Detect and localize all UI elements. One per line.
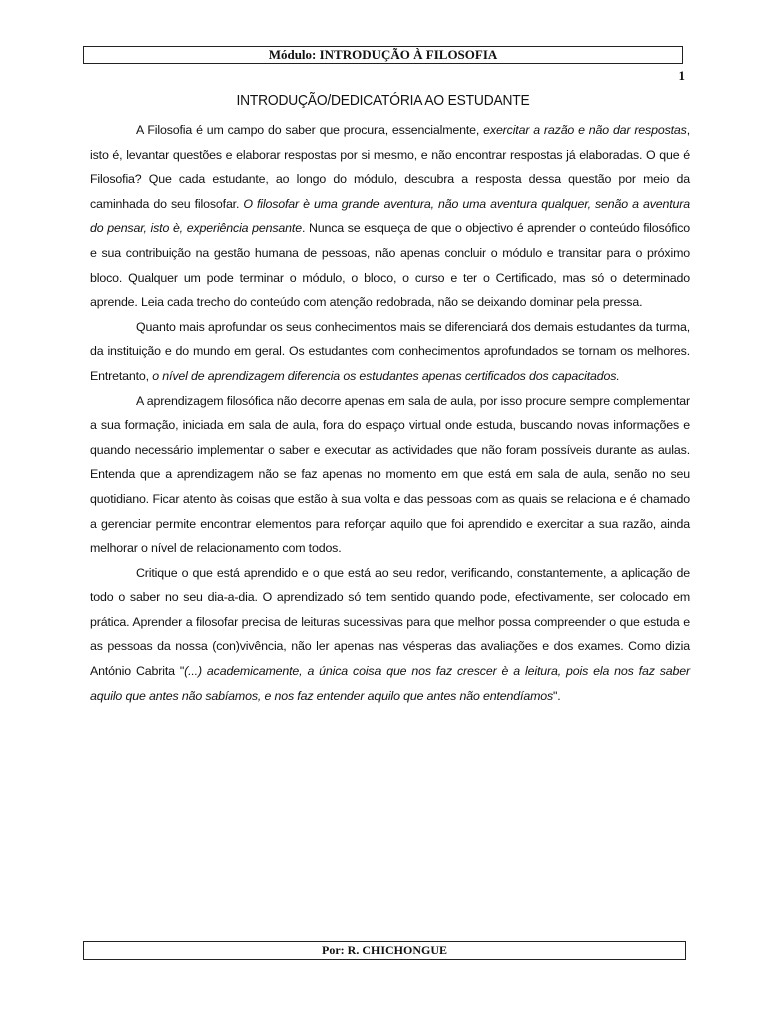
paragraph-3-text-a: A aprendizagem filosófica não decorre apenas em sala de aula, por isso procure sempre complementar a sua formação, iniciada em sala de aula, fora do espaço virtual onde estuda, buscando novas informações e quando necessário implementar o saber e executar as actividades que não foram possíveis durante as aulas. Entenda que a aprendizagem não se faz apenas no momento em que está em sala de aula, senão no seu quotidiano. Ficar atento às coisas que estão à sua volta e das pessoas com as quais se relaciona e é chamado a gerenciar permite encontrar elementos para reforçar aquilo que foi aprendido e exercitar a sua razão, ainda melhorar o nível de relacionamento com todos.: [90, 393, 690, 556]
page-number: 1: [678, 68, 685, 83]
paragraph-3: [90, 389, 690, 561]
paragraph-1-text-b: , isto é, levantar questões e elaborar respostas por si mesmo, e não encontrar respostas já elaboradas. O que é Filosofia? Que cada estudante, ao longo do módulo, descubra a resposta dessa questão por meio da caminhada do seu filosofar.: [90, 123, 690, 211]
paragraph-1: [90, 118, 690, 315]
paragraph-4-text-b: ".: [553, 688, 561, 703]
author-footer: Por: R. CHICHONGUE: [83, 941, 686, 960]
paragraph-2: [90, 315, 690, 389]
document-body: [90, 118, 690, 708]
paragraph-4-text-a: Critique o que está aprendido e o que está ao seu redor, verificando, constantemente, a aplicação de todo o saber no seu dia-a-dia. O aprendizado só tem sentido quando pode, efectivamente, ser colocado em prática. Aprender a filosofar precisa de leituras sucessivas para que melhor possa compreender o que estuda e as pessoas da nossa (con)vivência, não ler apenas nas vésperas das avaliações e dos exames. Como dizia António Cabrita ": [90, 565, 690, 679]
paragraph-1-emphasis-b: O filosofar è uma grande aventura, não uma aventura qualquer, senão a aventura do pensar, isto è, experiência pensante: [90, 196, 690, 236]
paragraph-1-text-c: . Nunca se esqueça de que o objectivo é aprender o conteúdo filosófico e sua contribuição na gestão humana de pessoas, não apenas concluir o módulo e transitar para o próximo bloco. Qualquer um pode terminar o módulo, o bloco, o curso e ter o Certificado, mas só o determinado aprende. Leia cada trecho do conteúdo com atenção redobrada, não se deixando dominar pela pressa.: [90, 221, 690, 310]
paragraph-4: [90, 561, 690, 709]
module-header: Módulo: INTRODUÇÃO À FILOSOFIA: [83, 46, 683, 64]
paragraph-1-text-a: A Filosofia é um campo do saber que procura, essencialmente,: [136, 123, 484, 137]
paragraph-2-text-a: Quanto mais aprofundar os seus conhecimentos mais se diferenciará dos demais estudantes da turma, da instituição e do mundo em geral. Os estudantes com conhecimentos aprofundados se tornam os melhores. Entretanto,: [90, 319, 690, 383]
paragraph-2-emphasis-a: o nível de aprendizagem diferencia os estudantes apenas certificados dos capacitados.: [152, 368, 620, 383]
paragraph-1-emphasis-a: exercitar a razão e não dar respostas: [483, 123, 687, 137]
page-title: INTRODUÇÃO/DEDICATÓRIA AO ESTUDANTE: [236, 92, 530, 109]
paragraph-4-emphasis-a: (...) academicamente, a única coisa que nos faz crescer è a leitura, pois ela nos faz saber aquilo que antes não sabíamos, e nos faz entender aquilo que antes não entendíamos: [90, 664, 690, 703]
